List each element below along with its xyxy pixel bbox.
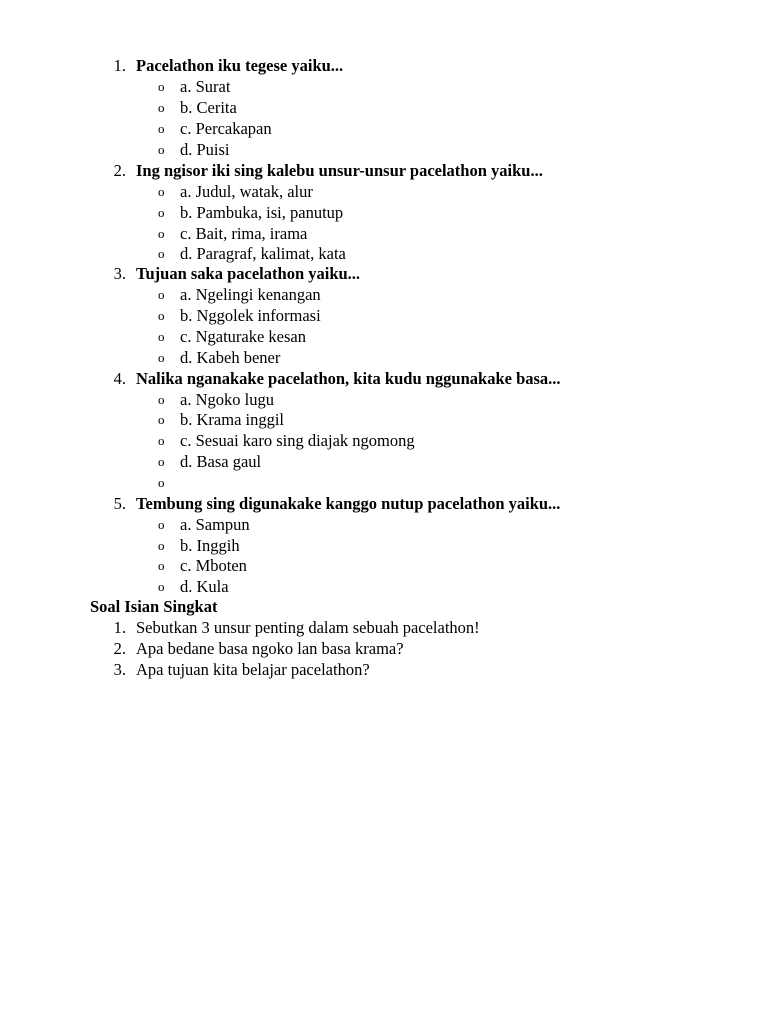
question-number: 3. xyxy=(113,264,126,283)
circle-bullet-icon: o xyxy=(158,205,165,220)
question-number: 2. xyxy=(113,161,126,180)
circle-bullet-icon: o xyxy=(158,454,165,469)
circle-bullet-icon: o xyxy=(158,308,165,323)
option-text: a. Ngoko lugu xyxy=(180,390,274,409)
item-number: 1. xyxy=(113,618,126,637)
circle-bullet-icon: o xyxy=(158,121,165,136)
question-text: Nalika nganakake pacelathon, kita kudu nggunakake basa... xyxy=(136,369,561,388)
option-text: d. Paragraf, kalimat, kata xyxy=(180,244,346,263)
question-text: Tembung sing digunakake kanggo nutup pacelathon yaiku... xyxy=(136,494,561,513)
option-text: a. Judul, watak, alur xyxy=(180,182,313,201)
circle-bullet-icon: o xyxy=(158,412,165,427)
circle-bullet-icon: o xyxy=(158,329,165,344)
circle-bullet-icon: o xyxy=(158,79,165,94)
question-number: 5. xyxy=(113,494,126,513)
question-text: Pacelathon iku tegese yaiku... xyxy=(136,56,344,75)
option-text: a. Surat xyxy=(180,77,231,96)
circle-bullet-icon: o xyxy=(158,517,165,532)
option-text: b. Cerita xyxy=(180,98,237,117)
option-text: d. Kabeh bener xyxy=(180,348,281,367)
option-text: c. Mboten xyxy=(180,556,247,575)
option-text: c. Bait, rima, irama xyxy=(180,224,308,243)
circle-bullet-icon: o xyxy=(158,184,165,199)
circle-bullet-icon: o xyxy=(158,579,165,594)
option-text: c. Ngaturake kesan xyxy=(180,327,306,346)
question-text: Tujuan saka pacelathon yaiku... xyxy=(136,264,361,283)
option-text: c. Percakapan xyxy=(180,119,272,138)
item-number: 2. xyxy=(113,639,126,658)
item-text: Apa tujuan kita belajar pacelathon? xyxy=(136,660,370,679)
option-text: a. Ngelingi kenangan xyxy=(180,285,321,304)
option-text: b. Krama inggil xyxy=(180,410,285,429)
item-number: 3. xyxy=(113,660,126,679)
option-text: d. Basa gaul xyxy=(180,452,262,471)
option-text: d. Kula xyxy=(180,577,229,596)
circle-bullet-icon: o xyxy=(158,142,165,157)
circle-bullet-icon: o xyxy=(158,100,165,115)
circle-bullet-icon: o xyxy=(158,558,165,573)
question-number: 1. xyxy=(113,56,126,75)
item-text: Sebutkan 3 unsur penting dalam sebuah pacelathon! xyxy=(136,618,480,637)
circle-bullet-icon: o xyxy=(158,475,165,490)
question-text: Ing ngisor iki sing kalebu unsur-unsur pacelathon yaiku... xyxy=(136,161,543,180)
circle-bullet-icon: o xyxy=(158,350,165,365)
option-text: b. Inggih xyxy=(180,536,240,555)
circle-bullet-icon: o xyxy=(158,392,165,407)
circle-bullet-icon: o xyxy=(158,226,165,241)
circle-bullet-icon: o xyxy=(158,246,165,261)
option-text: c. Sesuai karo sing diajak ngomong xyxy=(180,431,415,450)
circle-bullet-icon: o xyxy=(158,287,165,302)
option-text: b. Nggolek informasi xyxy=(180,306,321,325)
question-number: 4. xyxy=(113,369,126,388)
circle-bullet-icon: o xyxy=(158,538,165,553)
option-text: a. Sampun xyxy=(180,515,250,534)
option-text: b. Pambuka, isi, panutup xyxy=(180,203,344,222)
section-heading: Soal Isian Singkat xyxy=(90,597,218,616)
circle-bullet-icon: o xyxy=(158,433,165,448)
option-text: d. Puisi xyxy=(180,140,230,159)
item-text: Apa bedane basa ngoko lan basa krama? xyxy=(136,639,404,658)
